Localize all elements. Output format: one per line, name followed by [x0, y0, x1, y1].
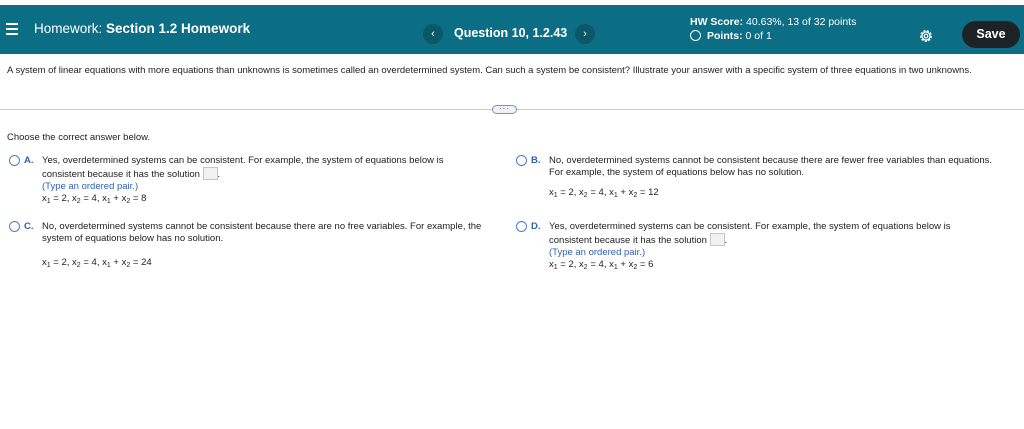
option-b-equations: $x_1 = 2$, $x_2 = 4$, $x_1 + x_2 = 12$ — [549, 187, 659, 199]
option-d-line2-end: . — [724, 235, 728, 246]
homework-prefix: Homework: — [34, 21, 103, 36]
points-circle-icon — [690, 30, 701, 41]
option-a-eq-rhs: 8 — [141, 193, 147, 204]
option-d-answer-box[interactable] — [710, 233, 725, 246]
previous-question-button[interactable]: ‹ — [423, 24, 443, 44]
option-a-line2-end: . — [217, 169, 221, 180]
question-text: A system of linear equations with more equations than unknowns is sometimes called an overdetermined system. Can such a system be consistent? Illustrate your answer with a specific system of three equations in two unknowns. — [7, 65, 972, 76]
points-value: 0 of 1 — [745, 30, 772, 42]
hw-score — [690, 16, 856, 28]
option-b-line2: For example, the system of equations below has no solution. — [549, 167, 805, 178]
option-d-eq-rhs: 6 — [648, 259, 654, 270]
menu-icon[interactable] — [6, 23, 18, 35]
save-button[interactable]: Save — [962, 21, 1020, 48]
option-d-line1: Yes, overdetermined systems can be consistent. For example, the system of equations below is — [549, 221, 951, 232]
option-c-equations: $x_1 = 2$, $x_2 = 4$, $x_1 + x_2 = 24$ — [42, 257, 152, 269]
gear-icon[interactable] — [918, 28, 934, 44]
option-d-line2-wrap — [549, 233, 951, 247]
homework-name: Section 1.2 Homework — [106, 21, 251, 36]
option-c-eq-rhs: 24 — [141, 257, 152, 268]
option-d-radio[interactable] — [516, 221, 527, 232]
option-a-hint: (Type an ordered pair.) — [42, 181, 139, 192]
option-d-letter: D. — [531, 221, 541, 232]
option-a-radio[interactable] — [9, 155, 20, 166]
option-a-letter: A. — [24, 155, 34, 166]
homework-title — [34, 21, 250, 36]
option-b-letter: B. — [531, 155, 541, 166]
option-d-equations: $x_1 = 2$, $x_2 = 4$, $x_1 + x_2 = 6$ — [549, 259, 654, 271]
hw-score-label: HW Score: — [690, 16, 744, 28]
option-b-radio[interactable] — [516, 155, 527, 166]
option-d-line2: consistent because it has the solution — [549, 235, 707, 246]
question-label: Question 10, 1.2.43 — [454, 26, 568, 40]
option-b-eq-rhs: 12 — [648, 187, 659, 198]
option-a-body — [42, 155, 444, 208]
option-a-line2-wrap — [42, 167, 444, 181]
option-c-line1: No, overdetermined systems cannot be consistent because there are no free variables. For example, the — [42, 221, 482, 232]
option-a-equations: $x_1 = 2$, $x_2 = 4$, $x_1 + x_2 = 8$ — [42, 193, 147, 205]
option-d-hint: (Type an ordered pair.) — [549, 247, 646, 258]
choose-label: Choose the correct answer below. — [7, 132, 151, 143]
option-a-line1: Yes, overdetermined systems can be consistent. For example, the system of equations below is — [42, 155, 444, 166]
expand-handle[interactable]: ··· — [492, 105, 517, 114]
option-c-body — [42, 221, 481, 272]
option-b-line1: No, overdetermined systems cannot be consistent because there are fewer free variables than equations. — [549, 155, 993, 166]
points-label: Points: — [707, 30, 743, 42]
hw-score-value: 40.63%, 13 of 32 points — [746, 16, 857, 28]
option-c-line2: system of equations below has no solution. — [42, 233, 224, 244]
option-a-answer-box[interactable] — [203, 167, 218, 180]
points — [690, 30, 772, 42]
option-d-body — [549, 221, 951, 274]
next-question-button[interactable]: › — [575, 24, 595, 44]
top-bar — [0, 5, 1024, 54]
option-c-letter: C. — [24, 221, 34, 232]
option-a-line2: consistent because it has the solution — [42, 169, 200, 180]
option-b-body — [549, 155, 992, 202]
option-c-radio[interactable] — [9, 221, 20, 232]
